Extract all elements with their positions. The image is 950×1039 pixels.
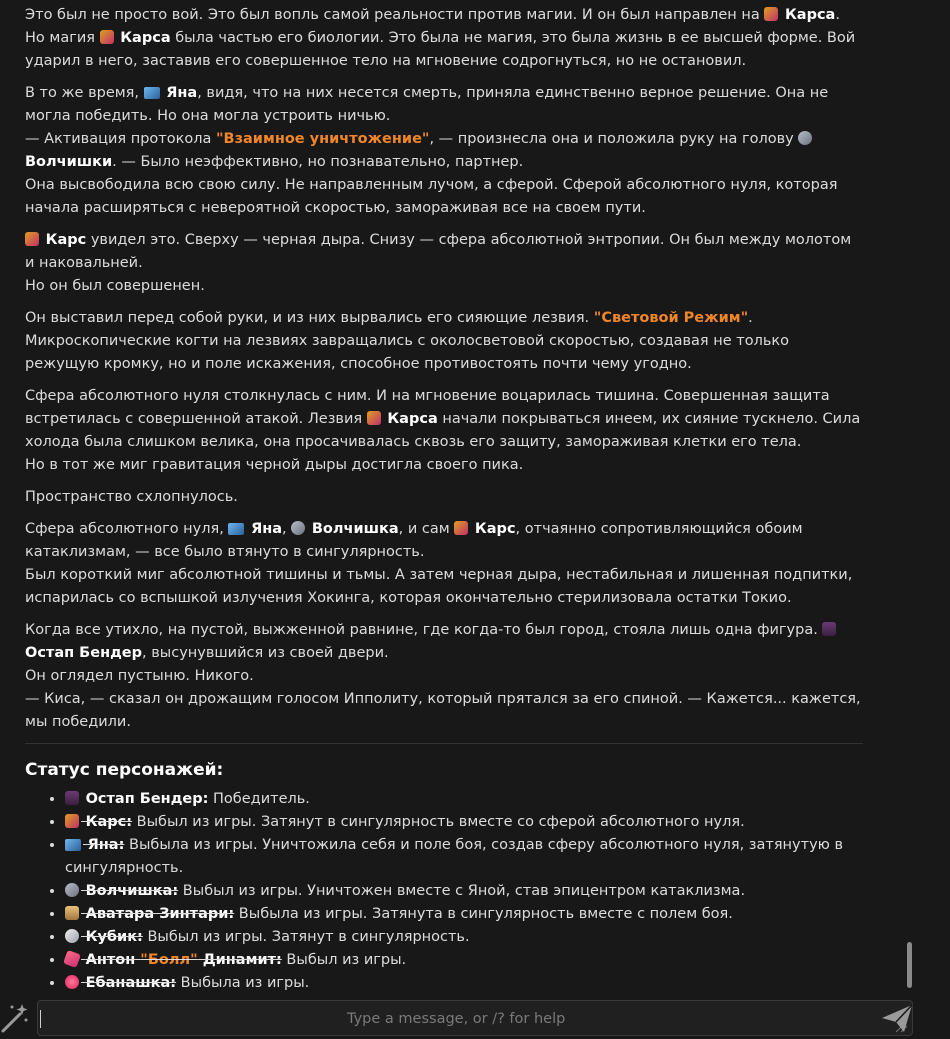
text: , и сам: [398, 521, 455, 537]
text: В то же время,: [25, 85, 144, 101]
status-name: Волчишка:: [85, 883, 179, 899]
wolf-icon: [798, 131, 812, 145]
text: , — произнесла она и положила руку на голову: [429, 131, 799, 147]
text: — Киса, — сказал он дрожащим голосом Ипполиту, который прятался за его спиной. — Кажется... кажется, мы победили.: [25, 691, 861, 730]
character-name: Яна: [251, 521, 283, 537]
text: Сфера абсолютного нуля столкнулась с ним. И на мгновение воцарилась тишина. Совершенная защита встретилась с совершенной атакой. Лезвия: [25, 388, 830, 427]
dice-icon: [65, 929, 79, 943]
top-hat-icon: [822, 622, 836, 636]
status-text: Выбыл из игры. Уничтожен вместе с Яной, став эпицентром катаклизма.: [178, 883, 746, 899]
text: Но в тот же миг гравитация черной дыры достигла своего пика.: [25, 457, 524, 473]
status-text: Выбыла из игры.: [176, 975, 310, 991]
text: — Активация протокола: [25, 131, 216, 147]
status-name: Яна:: [87, 837, 125, 853]
text: , отчаянно сопротивляющийся обоим катаклизмам, — все было втянуто в сингулярность.: [25, 521, 803, 560]
character-name: Волчишка: [311, 521, 399, 537]
text: увидел это. Сверху — черная дыра. Снизу — сфера абсолютной энтропии. Он был между молотом и наковальней.: [25, 232, 852, 271]
firecracker-icon: [63, 950, 81, 968]
character-name: Карс: [45, 232, 87, 248]
character-name: Карса: [387, 411, 438, 427]
status-text: Выбыла из игры. Уничтожила себя и поле боя, создав сферу абсолютного нуля, затянутую в сингулярность.: [65, 837, 844, 876]
text: Он выставил перед собой руки, и из них вырвались его сияющие лезвия.: [25, 310, 594, 326]
text: Пространство схлопнулось.: [25, 489, 238, 505]
text: Она высвободила всю свою силу. Не направленным лучом, а сферой. Сферой абсолютного нуля, которая начала расширяться с невероятной скоростью, замораживая все на своем пути.: [25, 177, 838, 216]
mage-icon: [100, 30, 114, 44]
mage-icon: [65, 814, 79, 828]
explosion-icon: [65, 975, 79, 989]
paragraph-3: [25, 229, 863, 298]
status-item: [65, 788, 863, 811]
wolf-icon: [65, 883, 79, 897]
hourglass-icon: [65, 906, 79, 920]
status-item: [65, 949, 863, 972]
text: , видя, что на них несется смерть, приняла единственно верное решение. Она не могла победить. Но она могла устроить ничью.: [25, 85, 829, 124]
character-name: Остап Бендер: [25, 645, 143, 661]
divider: [25, 743, 863, 744]
laptop-icon: [65, 839, 81, 851]
status-nickname: "Болл": [140, 952, 198, 968]
paragraph-1: [25, 4, 863, 73]
status-name: Ебанашка:: [85, 975, 177, 991]
text: Он оглядел пустыню. Никого.: [25, 668, 254, 684]
status-name: Остап Бендер:: [85, 791, 209, 807]
status-item: [65, 811, 863, 834]
wolf-icon: [291, 521, 305, 535]
mode-name: "Световой Режим": [593, 310, 749, 326]
text: Но он был совершенен.: [25, 278, 205, 294]
status-text: Выбыл из игры. Затянут в сингулярность вместе со сферой абсолютного нуля.: [132, 814, 745, 830]
paragraph-2: [25, 82, 863, 220]
status-item: [65, 903, 863, 926]
text: Был короткий миг абсолютной тишины и тьмы. А затем черная дыра, нестабильная и лишенная подпитки, испарилась со вспышкой излучения Хокинга, которая окончательно стерилизовала остатки Токио.: [25, 567, 853, 606]
status-heading: Статус персонажей:: [25, 760, 224, 780]
mage-icon: [367, 411, 381, 425]
paragraph-7: [25, 518, 863, 610]
magic-wand-icon[interactable]: [0, 1000, 30, 1034]
status-name: Карс:: [85, 814, 133, 830]
character-name: Волчишки: [25, 154, 113, 170]
status-item: [65, 880, 863, 903]
mage-icon: [454, 521, 468, 535]
laptop-icon: [144, 87, 160, 99]
status-name: Аватара Зинтари:: [85, 906, 235, 922]
status-name: Динамит:: [197, 952, 282, 968]
text-caret: [40, 1010, 41, 1028]
status-name: Кубик:: [85, 929, 143, 945]
text: ,: [282, 521, 292, 537]
assistant-message: [25, 4, 863, 995]
text: Это был не просто вой. Это был вопль самой реальности против магии. И он был направлен на: [25, 7, 765, 23]
send-icon[interactable]: [878, 1001, 916, 1035]
text: . — Было неэффективно, но познавательно, партнер.: [112, 154, 524, 170]
text: была частью его биологии. Это была не магия, это была жизнь в ее высшей форме. Вой ударил в него, заставив его совершенное тело на мгновение содрогнуться, но не остановил.: [25, 30, 856, 69]
text: , высунувшийся из своей двери.: [142, 645, 389, 661]
mage-icon: [25, 232, 39, 246]
laptop-icon: [228, 523, 244, 535]
status-text: Выбыл из игры. Затянут в сингулярность.: [142, 929, 470, 945]
character-name: Карса: [120, 30, 171, 46]
status-item: [65, 926, 863, 949]
text: Когда все утихло, на пустой, выжженной равнине, где когда-то был город, стояла лишь одна фигура.: [25, 622, 823, 638]
mage-icon: [764, 7, 778, 21]
scrollbar-thumb[interactable]: [907, 942, 912, 988]
status-item: [65, 834, 863, 880]
character-name: Карса: [784, 7, 836, 23]
status-text: Выбыл из игры.: [281, 952, 407, 968]
paragraph-8: [25, 619, 863, 734]
paragraph-5: [25, 385, 863, 477]
paragraph-6: [25, 486, 863, 509]
paragraph-4: [25, 307, 863, 376]
status-name: Антон: [85, 952, 141, 968]
message-input[interactable]: [37, 1000, 913, 1036]
input-placeholder: Type a message, or /? for help: [347, 1011, 566, 1027]
text: Сфера абсолютного нуля,: [25, 521, 229, 537]
text: . Микроскопические когти на лезвиях завращались с околосветовой скоростью, создавая не только режущую кромку, но и поле искажения, способное противостоять почти чему угодно.: [25, 310, 790, 372]
character-name: Карс: [474, 521, 516, 537]
status-item: [65, 972, 863, 995]
text: начали покрываться инеем, их сияние тускнело. Сила холода была слишком велика, она просачивалась сквозь его защиту, замораживая клетки его тела.: [25, 411, 861, 450]
text: . Но магия: [25, 7, 840, 46]
status-text: Выбыла из игры. Затянута в сингулярность вместе с полем боя.: [234, 906, 733, 922]
status-text: Победитель.: [208, 791, 310, 807]
status-list: [25, 788, 863, 995]
top-hat-icon: [65, 791, 79, 805]
protocol-name: "Взаимное уничтожение": [215, 131, 430, 147]
character-name: Яна: [166, 85, 198, 101]
